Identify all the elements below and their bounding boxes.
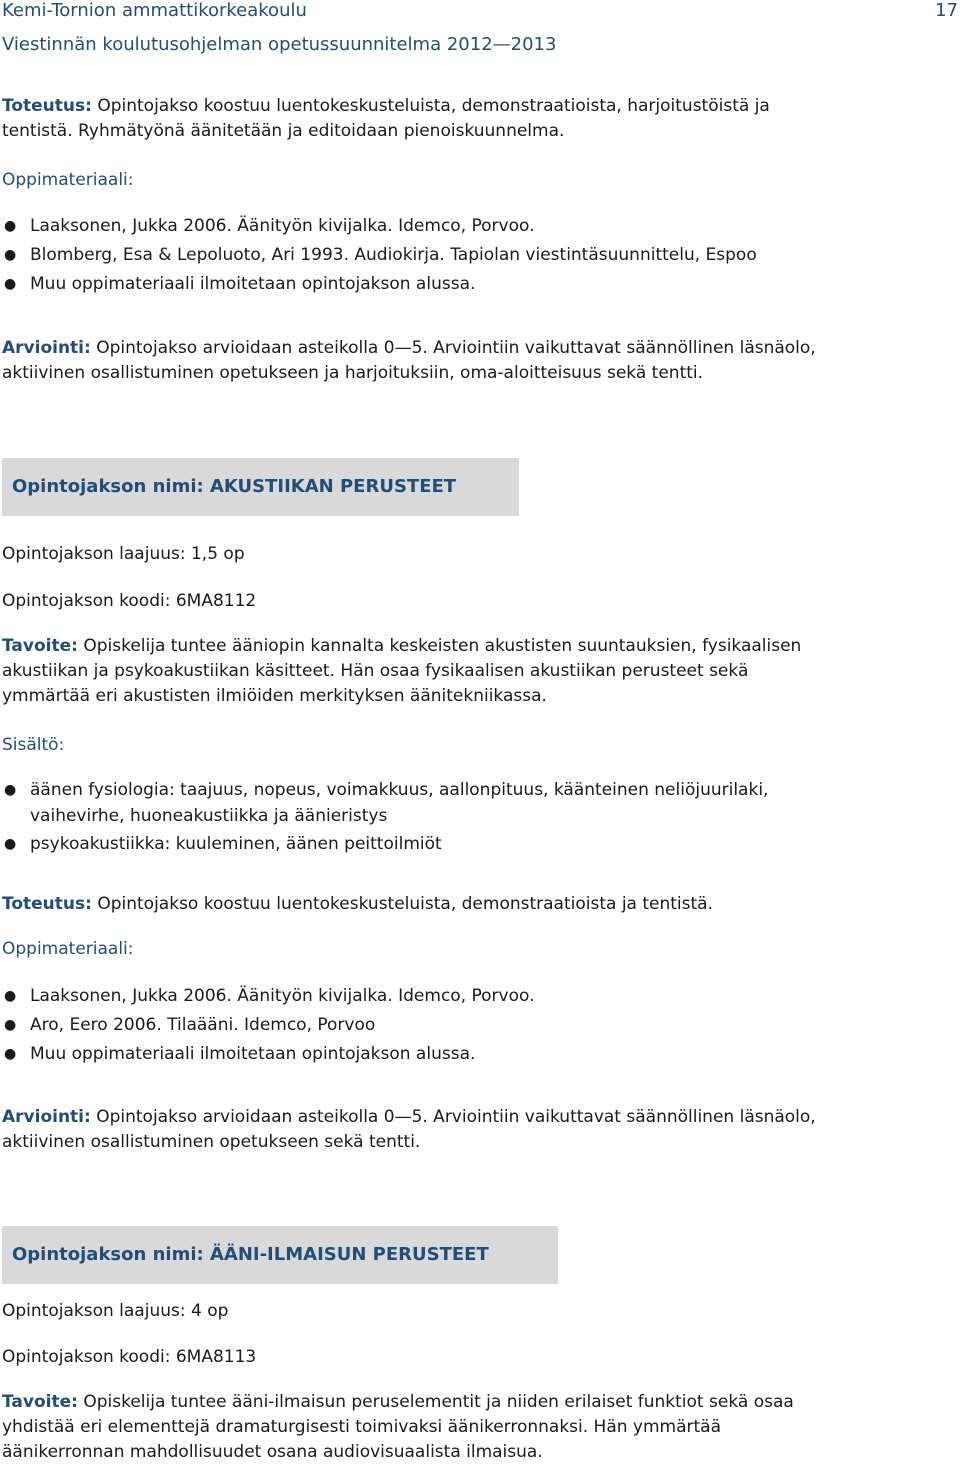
list-item: ● Muu oppimateriaali ilmoitetaan opintojakson alussa. [0,1040,535,1069]
tavoite-label: Tavoite: [2,636,78,656]
course-laajuus: Opintojakson laajuus: 1,5 op [2,544,245,564]
bullet-icon: ● [4,1046,17,1062]
list-item: ● äänen fysiologia: taajuus, nopeus, voimakkuus, aallonpituus, käänteinen neliöjuurilaki, vaihevirhe, huoneakustiikka ja äänieristys [0,777,768,829]
bullet-icon: ● [4,247,17,263]
header-subtitle: Viestinnän koulutusohjelman opetussuunnitelma 2012—2013 [2,34,557,55]
bullet-icon: ● [4,1017,17,1033]
course-toteutus: Toteutus: Opintojakso koostuu luentokeskusteluista, demonstraatioista ja tentistä. [2,894,714,914]
course-koodi: Opintojakson koodi: 6MA8112 [2,591,257,611]
sisalto-label: Sisältö: [2,735,65,755]
course-title-box [2,1226,558,1284]
course-koodi: Opintojakson koodi: 6MA8113 [2,1347,257,1367]
arviointi-label: Arviointi: [2,338,91,358]
prev-arviointi: Arviointi: Opintojakso arvioidaan asteikolla 0—5. Arviointiin vaikuttavat säännöllinen läsnäolo, aktiivinen osallistuminen opetukseen ja harjoituksiin, oma-aloitteisuus sekä tentti. [2,338,816,383]
toteutus-text-line1: Opintojakso koostuu luentokeskusteluista, demonstraatioista, harjoitustöistä ja [91,96,770,116]
course-arviointi: Arviointi: Opintojakso arvioidaan asteikolla 0—5. Arviointiin vaikuttavat säännöllinen läsnäolo, aktiivinen osallistuminen opetukseen sekä tentti. [2,1107,816,1152]
prev-oppimateriaali-label: Oppimateriaali: [2,170,134,190]
list-item: ● Blomberg, Esa & Lepoluoto, Ari 1993. Audiokirja. Tapiolan viestintäsuunnittelu, Espoo [0,241,757,270]
bullet-icon: ● [4,782,17,798]
toteutus-text-line2: tentistä. Ryhmätyönä äänitetään ja editoidaan pienoiskuunnelma. [2,121,565,141]
toteutus-label: Toteutus: [2,894,92,914]
list-item: ● Laaksonen, Jukka 2006. Äänityön kivijalka. Idemco, Porvoo. [0,212,757,241]
course-laajuus: Opintojakson laajuus: 4 op [2,1301,229,1321]
course-oppimateriaali-label: Oppimateriaali: [2,939,134,959]
list-item: ● psykoakustiikka: kuuleminen, äänen peittoilmiöt [0,831,768,857]
course-materials-list [0,982,535,1069]
course-tavoite: Tavoite: Opiskelija tuntee ääni-ilmaisun peruselementit ja niiden erilaiset funktiot sekä osaa yhdistää eri elementtejä dramaturgisesti toimivaksi äänikerronnaksi. Hän ymmärtää äänikerronnan mahdollisuudet osana audiovisuaalista ilmaisua. [2,1392,794,1462]
list-item: ● Aro, Eero 2006. Tilaääni. Idemco, Porvoo [0,1011,535,1040]
list-item: ● Laaksonen, Jukka 2006. Äänityön kivijalka. Idemco, Porvoo. [0,982,535,1011]
course-tavoite: Tavoite: Opiskelija tuntee ääniopin kannalta keskeisten akustisten suuntauksien, fysikaalisen akustiikan ja psykoakustiikan käsitteet. Hän osaa fysikaalisen akustiikan perusteet sekä ymmärtää eri akustisten ilmiöiden merkityksen äänitekniikassa. [2,636,802,706]
page-number: 17 [935,0,958,21]
prev-materials-list [0,212,757,299]
toteutus-label: Toteutus: [2,96,92,116]
course-title: Opintojakson nimi: AKUSTIIKAN PERUSTEET [12,476,457,497]
bullet-icon: ● [4,276,17,292]
bullet-icon: ● [4,836,17,852]
prev-toteutus [2,94,954,144]
bullet-icon: ● [4,218,17,234]
sisalto-list [0,777,768,859]
tavoite-label: Tavoite: [2,1392,78,1412]
arviointi-label: Arviointi: [2,1107,91,1127]
bullet-icon: ● [4,988,17,1004]
course-title-box [2,458,519,516]
list-item: ● Muu oppimateriaali ilmoitetaan opintojakson alussa. [0,270,757,299]
course-title: Opintojakson nimi: ÄÄNI-ILMAISUN PERUSTEET [12,1244,489,1265]
header-institution: Kemi-Tornion ammattikorkeakoulu [2,0,307,21]
